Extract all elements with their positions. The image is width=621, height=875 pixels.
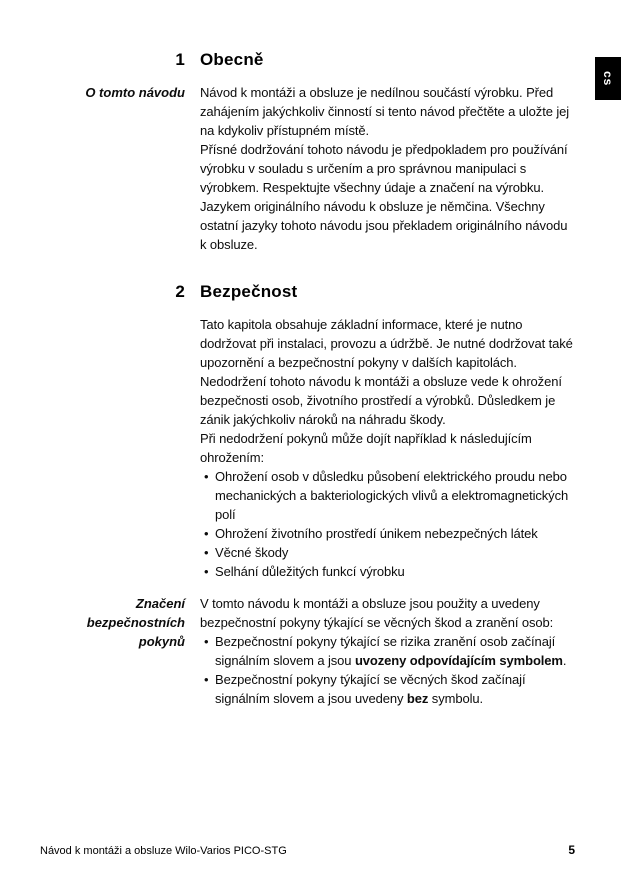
safety-notice-list xyxy=(200,632,575,708)
hazard-list xyxy=(200,467,575,581)
bullet-item: • Selhání důležitých funkcí výrobku xyxy=(200,562,575,581)
safety-label-text xyxy=(200,594,575,708)
paragraph: Tato kapitola obsahuje základní informace, které je nutno dodržovat při instalaci, provozu a údržbě. Je nutné dodržovat také upozornění a bezpečnostní pokyny v dalších kapitolách. xyxy=(200,317,573,370)
section-1-number: 1 xyxy=(175,50,185,69)
section-1-text xyxy=(200,83,575,254)
bullet-item: • Věcné škody xyxy=(200,543,575,562)
bullet-text: symbolu. xyxy=(428,691,484,706)
safety-label-margin xyxy=(40,594,185,708)
paragraph: Přísné dodržování tohoto návodu je předpokladem pro používání výrobku v souladu s určením a pro správnou manipulaci s výrobkem. Respektujte všechny údaje a značení na výrobku. xyxy=(200,142,568,195)
paragraph: Jazykem originálního návodu k obsluze je němčina. Všechny ostatní jazyky tohoto návodu jsou překladem originálního návodu k obsluze. xyxy=(200,199,568,252)
page-footer xyxy=(40,843,575,857)
section-1-margin xyxy=(40,83,185,254)
side-label-about: O tomto návodu xyxy=(85,85,185,100)
bullet-text: Bezpečnostní pokyny týkající se věcných škod začínají signálním slovem a jsou uvedeny xyxy=(215,672,526,706)
footer-document-title: Návod k montáži a obsluze Wilo-Varios PICO-STG xyxy=(40,845,287,857)
bullet-item xyxy=(200,670,575,708)
paragraph: V tomto návodu k montáži a obsluze jsou použity a uvedeny bezpečnostní pokyny týkající se věcných škod a zranění osob: xyxy=(200,596,554,630)
bullet-text: . xyxy=(562,653,567,668)
section-1-body xyxy=(40,83,575,254)
bullet-item: • Ohrožení životního prostředí únikem nebezpečných látek xyxy=(200,524,575,543)
bullet-text: Bezpečnostní pokyny týkající se rizika zranění osob začínají signálním slovem a jsou xyxy=(215,634,556,668)
section-2-margin xyxy=(40,315,185,581)
bullet-item xyxy=(200,632,575,670)
section-2-number: 2 xyxy=(175,282,185,301)
bullet-text-bold: uvozeny odpovídajícím symbolem xyxy=(354,653,563,668)
safety-label-block xyxy=(40,594,575,708)
language-tab xyxy=(595,57,621,100)
side-label-safety-markings: Značení bezpečnostních pokynů xyxy=(86,596,185,649)
section-2-body xyxy=(40,315,575,581)
page-number: 5 xyxy=(568,843,575,857)
section-1-title: Obecně xyxy=(200,50,264,69)
language-tab-label: cs xyxy=(601,70,615,87)
paragraph: Návod k montáži a obsluze je nedílnou součástí výrobku. Před zahájením jakýchkoliv činností si tento návod přečtěte a uložte jej na kdykoliv přístupném místě. xyxy=(200,85,570,138)
bullet-text-bold: bez xyxy=(406,691,429,706)
section-1-heading xyxy=(40,50,575,70)
section-2-heading xyxy=(40,282,575,302)
bullet-item: • Ohrožení osob v důsledku působení elektrického proudu nebo mechanických a bakteriologických vlivů a elektromagnetických polí xyxy=(200,467,575,524)
section-2-title: Bezpečnost xyxy=(200,282,298,301)
paragraph: Nedodržení tohoto návodu k montáži a obsluze vede k ohrožení bezpečnosti osob, životního prostředí a výrobků. Důsledkem je zánik jakýchkoliv nároků na náhradu škody. xyxy=(200,374,562,427)
paragraph: Při nedodržení pokynů může dojít například k následujícím ohrožením: xyxy=(200,431,532,465)
section-2-text xyxy=(200,315,575,581)
